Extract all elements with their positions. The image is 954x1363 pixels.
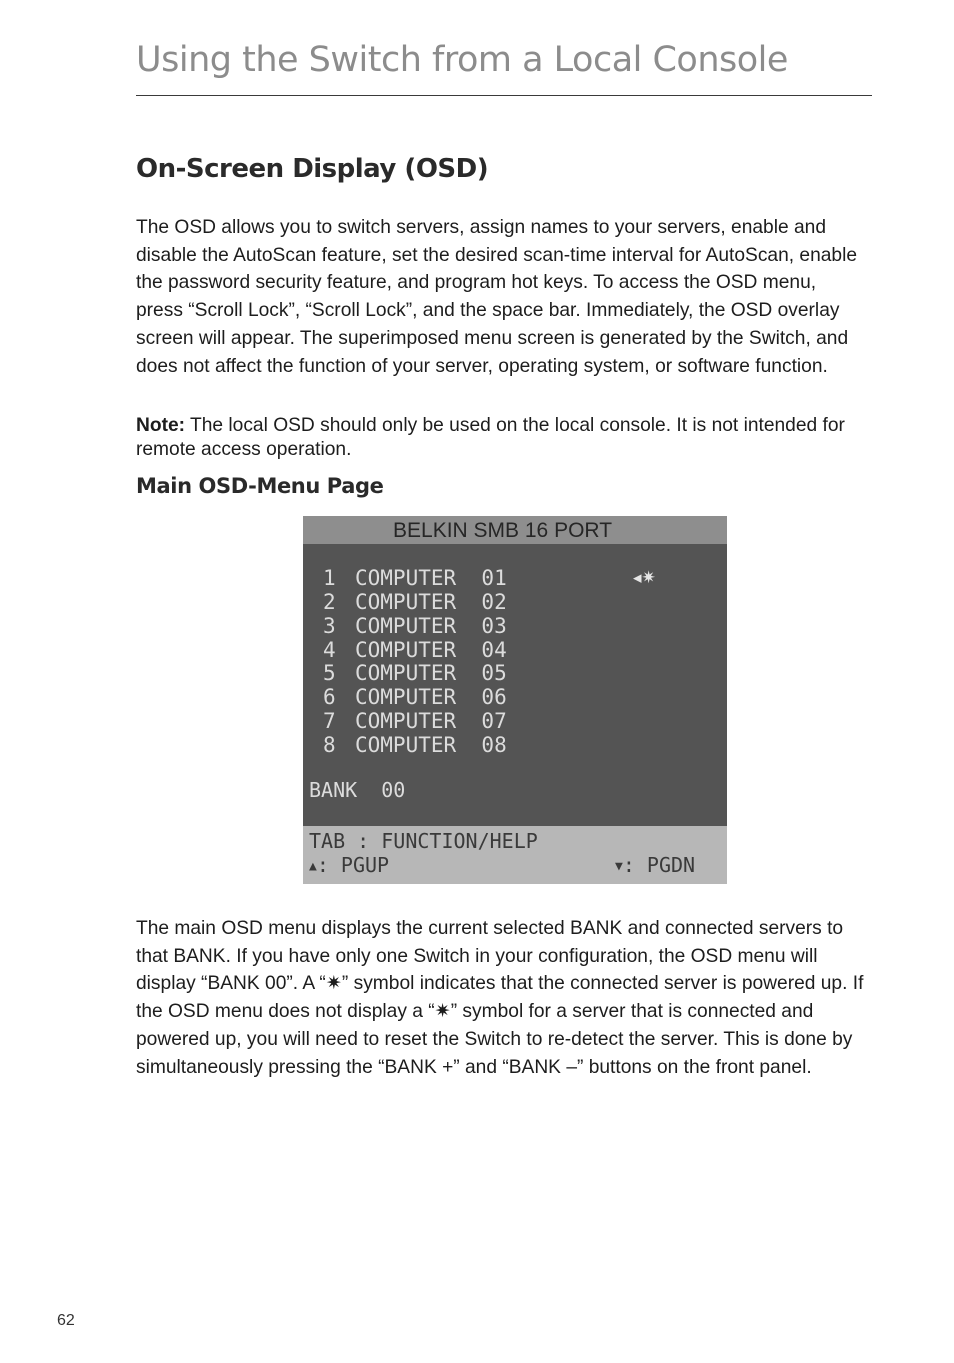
osd-help-hint: TAB : FUNCTION/HELP <box>309 829 538 853</box>
note-text: The local OSD should only be used on the local console. It is not intended for remote access operation. <box>136 415 845 460</box>
page-number: 62 <box>57 1312 75 1329</box>
osd-pgdn-hint: ▼: PGDN <box>615 853 696 877</box>
section-heading: On-Screen Display (OSD) <box>136 154 489 184</box>
selected-powered-marker-icon: ◂✷ <box>633 568 656 587</box>
page-title: Using the Switch from a Local Console <box>136 40 788 80</box>
osd-server-row: 1 COMPUTER 01 <box>323 566 507 590</box>
intro-paragraph: The OSD allows you to switch servers, assign names to your servers, enable and disable the AutoScan feature, set the desired scan-time interval for AutoScan, enable the password security feature, and program hot keys. To access the OSD menu, press “Scroll Lock”, “Scroll Lock”, and the space bar. Immediately, the OSD overlay screen will appear. The superimposed menu screen is generated by the Switch, and does not affect the function of your server, operating system, or software function. <box>136 217 858 377</box>
osd-server-row: 6 COMPUTER 06 <box>323 685 507 709</box>
note-label: Note: <box>136 415 186 436</box>
note-paragraph <box>136 414 868 462</box>
subheading-main-osd-menu: Main OSD-Menu Page <box>136 474 384 498</box>
osd-description-paragraph: The main OSD menu displays the current selected BANK and connected servers to that BANK. If you have only one Switch in your configuration, the OSD menu will display “BANK 00”. A “✷” symbol indicates that the connected server is powered up. If the OSD menu does not display a “✷” symbol for a server that is connected and powered up, you will need to reset the Switch to re-detect the server. This is done by simultaneously pressing the “BANK +” and “BANK –” buttons on the front panel. <box>136 918 864 1078</box>
osd-server-row: 7 COMPUTER 07 <box>323 709 507 733</box>
title-divider <box>136 95 872 96</box>
osd-server-row: 4 COMPUTER 04 <box>323 638 507 662</box>
osd-screenshot <box>303 516 727 884</box>
up-arrow-icon: ▲ <box>309 859 317 874</box>
osd-server-row: 8 COMPUTER 08 <box>323 733 507 757</box>
osd-pgup-hint: ▲: PGUP <box>309 853 390 877</box>
osd-bank-label: BANK 00 <box>309 778 406 802</box>
osd-server-row: 5 COMPUTER 05 <box>323 661 507 685</box>
osd-title: BELKIN SMB 16 PORT <box>393 519 613 542</box>
osd-server-row: 2 COMPUTER 02 <box>323 590 507 614</box>
osd-server-row: 3 COMPUTER 03 <box>323 614 507 638</box>
osd-footer-bar <box>303 826 727 884</box>
osd-header-bar <box>303 516 727 544</box>
down-arrow-icon: ▼ <box>615 859 623 874</box>
